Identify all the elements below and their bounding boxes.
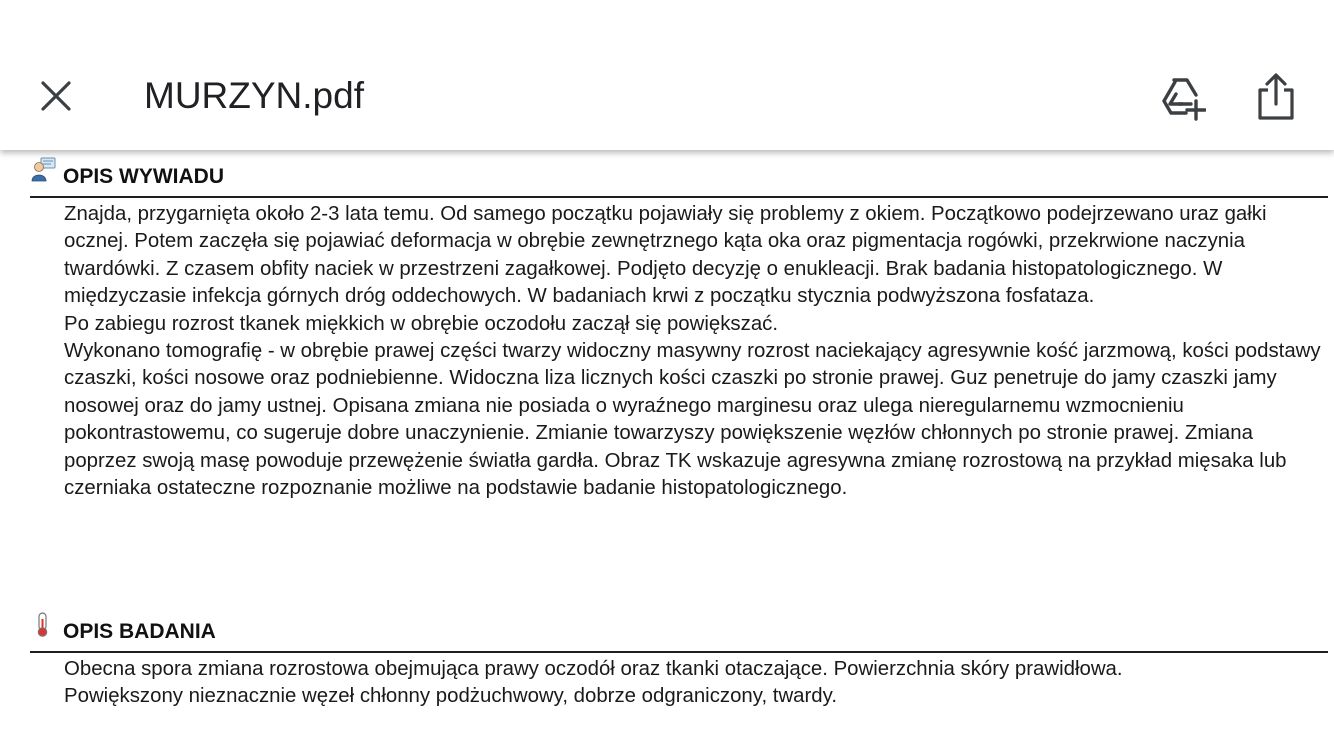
section-header-opis-wywiadu [30, 150, 1328, 198]
section-heading: OPIS WYWIADU [63, 165, 224, 188]
person-card-icon [30, 156, 56, 184]
close-icon [36, 76, 76, 116]
paragraph: Obecna spora zmiana rozrostowa obejmująca prawy oczodół oraz tkanki otaczające. Powierzchnia skóry prawidłowa. [64, 658, 1123, 680]
paragraph: Powiększony nieznacznie węzeł chłonny podżuchwowy, dobrze odgraniczony, twardy. [64, 685, 837, 708]
document-title: MURZYN.pdf [144, 75, 364, 116]
section-heading: OPIS BADANIA [63, 620, 216, 643]
share-button[interactable] [1254, 72, 1298, 122]
close-button[interactable] [36, 76, 76, 116]
paragraph: Po zabiegu rozrost tkanek miękkich w obrębie oczodołu zaczął się powiększać. [64, 312, 779, 335]
section-header-opis-badania [30, 605, 1328, 653]
share-icon [1254, 72, 1298, 122]
top-app-bar [0, 0, 1334, 150]
section-body-opis-wywiadu [64, 201, 1326, 502]
section-body-opis-badania [64, 656, 1326, 711]
add-to-drive-icon [1158, 74, 1206, 122]
paragraph: Znajda, przygarnięta około 2-3 lata temu. Od samego początku pojawiały się problemy z okiem. Początkowo podejrzewano uraz gałki ocznej. Potem zaczęła się pojawiać deformacja w obrębie zewnętrznego kąta oka oraz pigmentacja rogówki, przekrwione naczynia twardówki. Z czasem obfity naciek w przestrzeni zagałkowej. Podjęto decyzję o enukleacji. Brak badania histopatologicznego. W międzyczasie infekcja górnych dróg oddechowych. W badaniach krwi z początku stycznia podwyższona fosfataza. [64, 203, 1267, 308]
paragraph: Wykonano tomografię - w obrębie prawej części twarzy widoczny masywny rozrost naciekający agresywnie kość jarzmową, kości podstawy czaszki, kości nosowe oraz podniebienne. Widoczna liza licznych kości czaszki po stronie prawej. Guz penetruje do jamy czaszki jamy nosowej oraz do jamy ustnej. Opisana zmiana nie posiada o wyraźnego marginesu oraz ulega nieregularnemu wzmocnieniu pokontrastowemu, co sugeruje dobre unaczynienie. Zmianie towarzyszy powiększenie węzłów chłonnych po stronie prawej. Zmiana poprzez swoją masę powoduje przewężenie światła gardła. Obraz TK wskazuje agresywna zmianę rozrostową na przykład mięsaka lub czerniaka ostateczne rozpoznanie możliwe na podstawie badanie histopatologicznego. [64, 340, 1321, 500]
add-to-drive-button[interactable] [1158, 74, 1206, 122]
thermometer-icon [30, 611, 56, 639]
pdf-page [0, 150, 1334, 750]
